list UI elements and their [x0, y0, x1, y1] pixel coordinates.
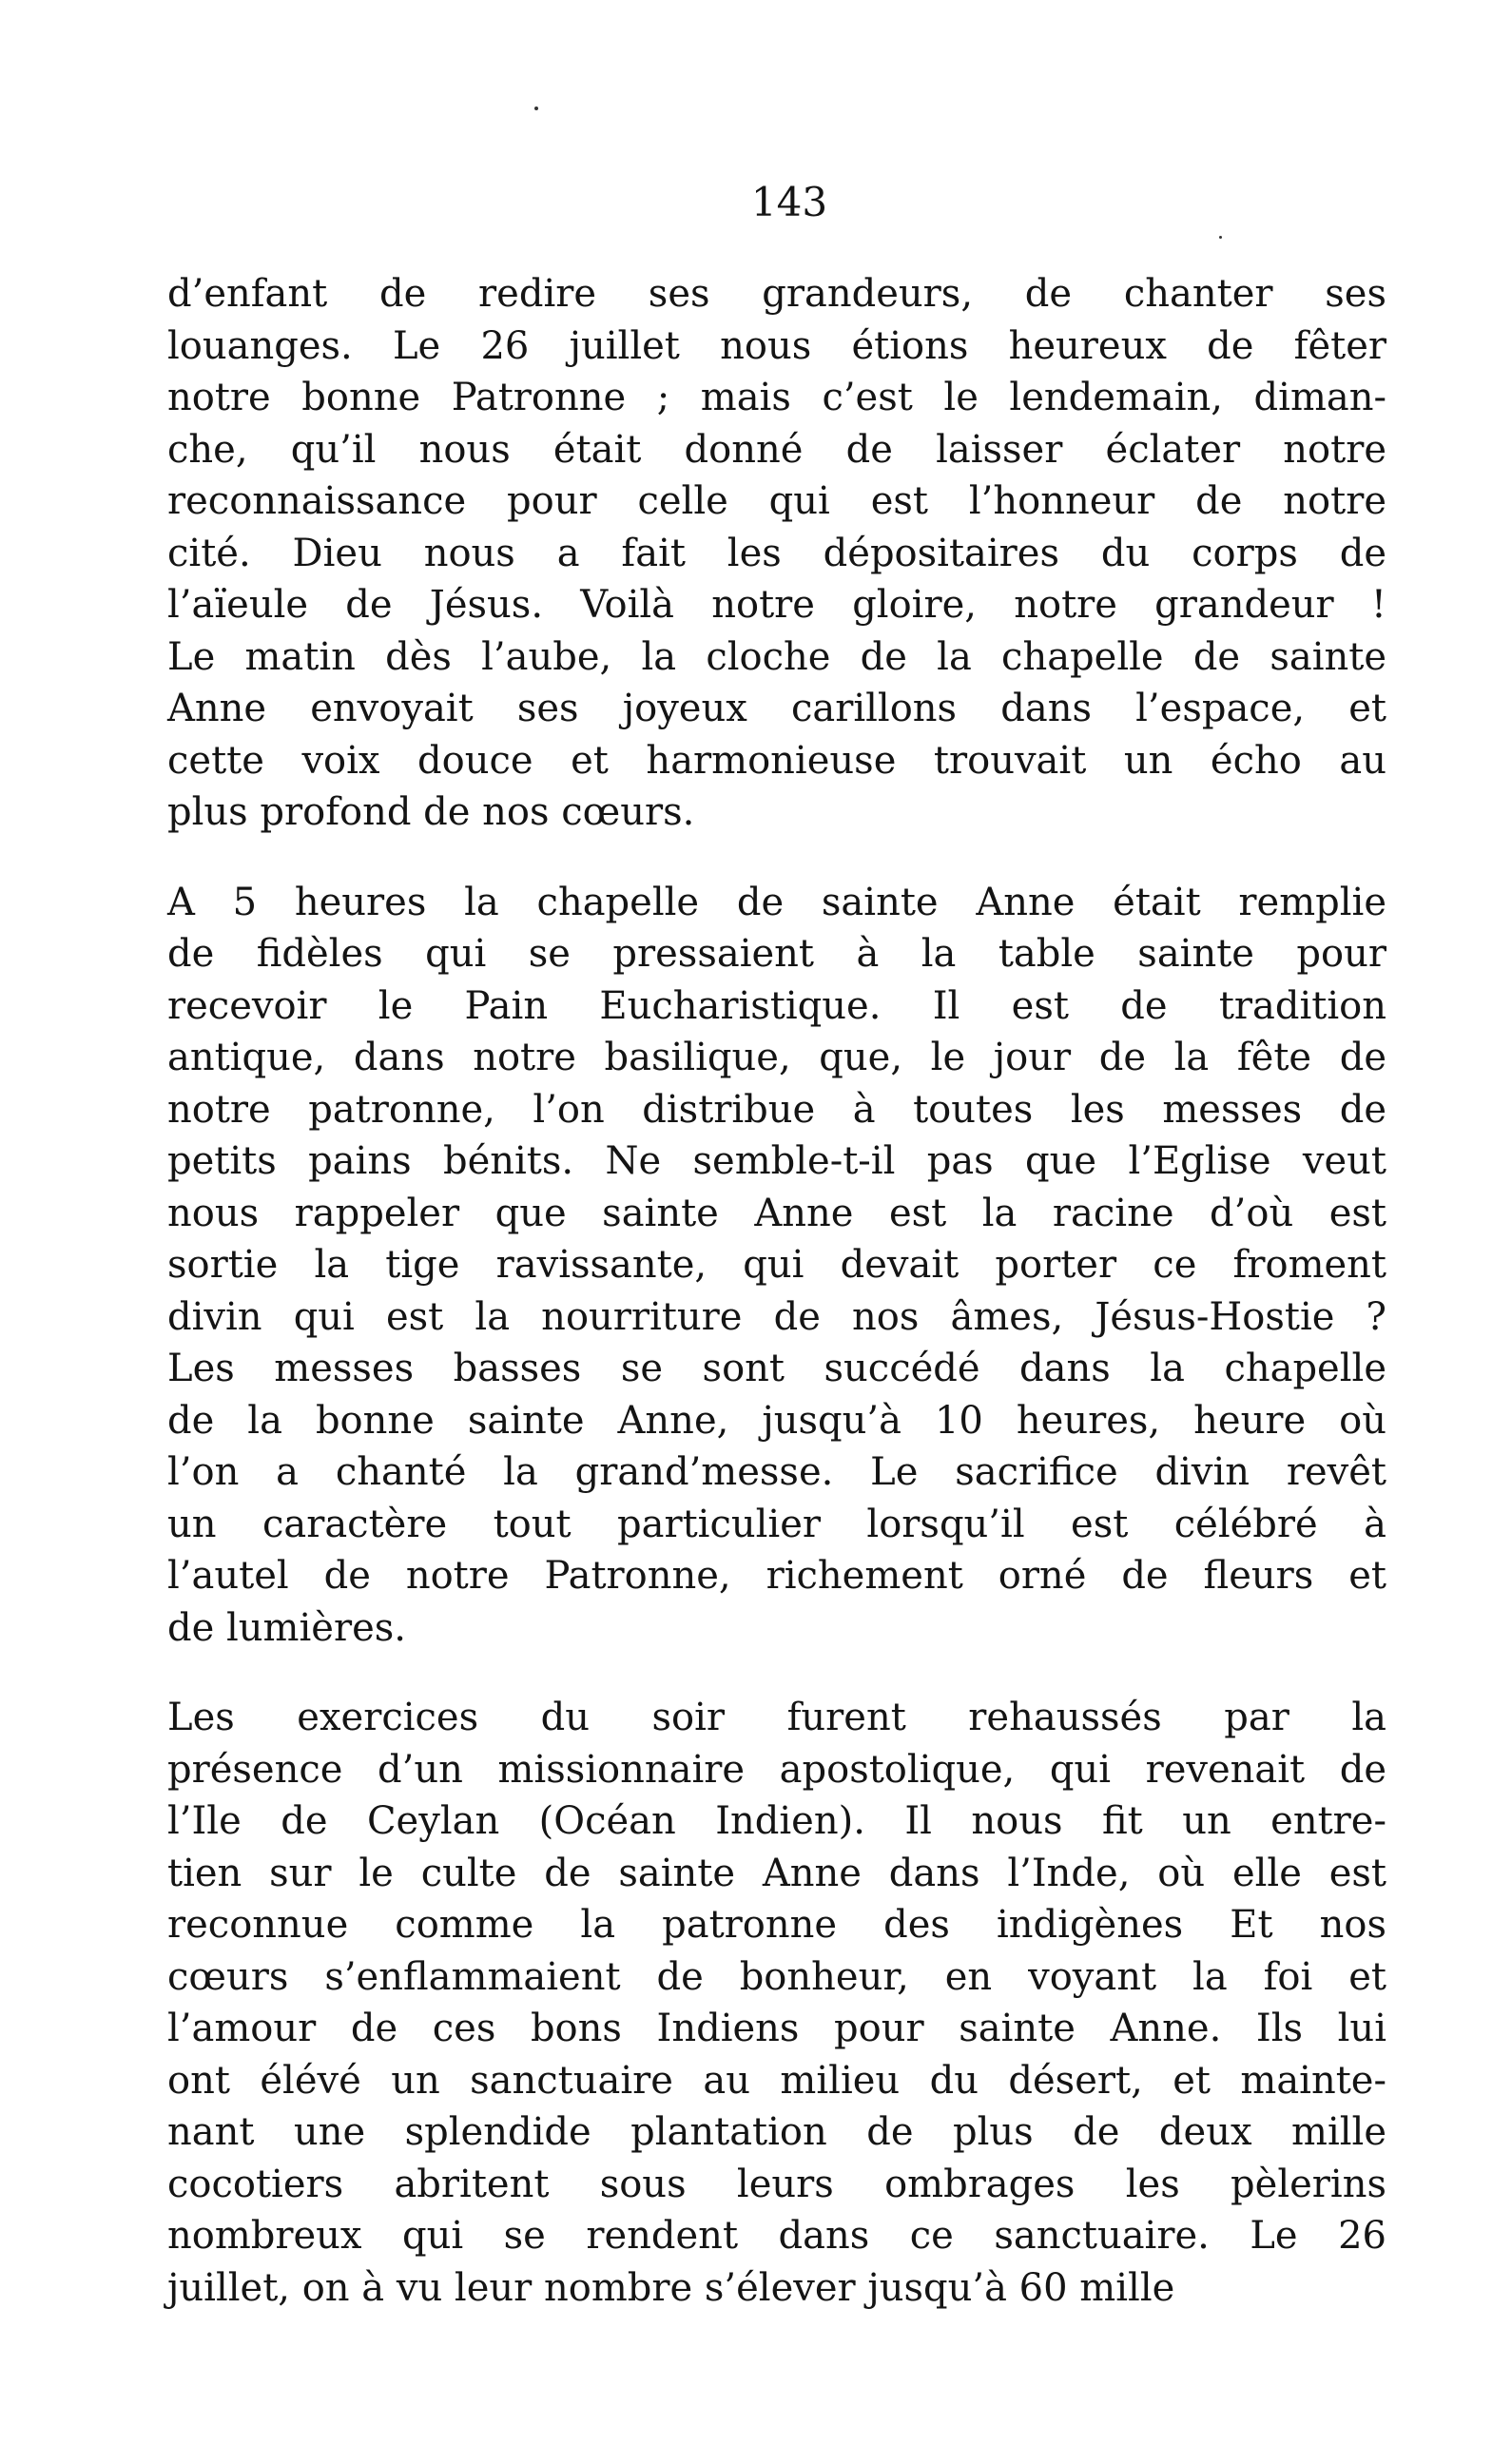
- text-line: cité. Dieu nous a fait les dépositaires du corps de: [167, 531, 1386, 575]
- text-line: notre patronne, l’on distribue à toutes les messes de: [167, 1087, 1386, 1132]
- text-line: l’Ile de Ceylan (Océan Indien). Il nous fit un entre-: [167, 1799, 1386, 1843]
- text-line: ont élévé un sanctuaire au milieu du désert, et mainte-: [167, 2058, 1386, 2103]
- text-line: juillet, on à vu leur nombre s’élever jusqu’à 60 mille: [167, 2265, 1175, 2310]
- text-line: Les exercices du soir furent rehaussés par la: [167, 1696, 1386, 1739]
- text-line: reconnue comme la patronne des indigènes Et nos: [167, 1903, 1386, 1947]
- text-line: recevoir le Pain Eucharistique. Il est de tradition: [167, 983, 1386, 1028]
- text-line: antique, dans notre basilique, que, le jour de la fête de: [167, 1036, 1386, 1079]
- text-line: présence d’un missionnaire apostolique, qui revenait de: [167, 1747, 1386, 1792]
- text-line: de la bonne sainte Anne, jusqu’à 10 heures, heure où: [167, 1398, 1386, 1443]
- text-line: l’amour de ces bons Indiens pour sainte Anne. Ils lui: [167, 2007, 1386, 2050]
- text-line: tien sur le culte de sainte Anne dans l’Inde, où elle est: [167, 1851, 1386, 1895]
- text-line: Le matin dès l’aube, la cloche de la chapelle de sainte: [167, 634, 1386, 679]
- print-speck: [534, 107, 538, 110]
- text-line: sortie la tige ravissante, qui devait porter ce froment: [167, 1243, 1386, 1287]
- text-line: louanges. Le 26 juillet nous étions heureux de fêter: [167, 323, 1386, 368]
- text-line: reconnaissance pour celle qui est l’honneur de notre: [167, 479, 1386, 523]
- text-line: plus profond de nos cœurs.: [167, 790, 695, 834]
- page-number: 143: [750, 179, 828, 225]
- text-line: Les messes basses se sont succédé dans la chapelle: [167, 1347, 1386, 1390]
- text-line: petits pains bénits. Ne semble-t-il pas que l’Eglise veut: [167, 1139, 1386, 1183]
- text-line: Anne envoyait ses joyeux carillons dans l’espace, et: [167, 687, 1386, 730]
- text-line: l’aïeule de Jésus. Voilà notre gloire, notre grandeur !: [167, 583, 1386, 627]
- paragraph: [167, 268, 1386, 839]
- text-line: de fidèles qui se pressaient à la table sainte pour: [167, 932, 1386, 976]
- text-line: che, qu’il nous était donné de laisser éclater notre: [167, 427, 1386, 472]
- paragraph: [167, 1692, 1386, 2314]
- text-line: d’enfant de redire ses grandeurs, de chanter ses: [167, 272, 1386, 316]
- text-line: cœurs s’enflammaient de bonheur, en voyant la foi et: [167, 1954, 1386, 1999]
- text-line: divin qui est la nourriture de nos âmes, Jésus-Hostie ?: [167, 1294, 1386, 1339]
- text-line: nombreux qui se rendent dans ce sanctuaire. Le 26: [167, 2214, 1386, 2258]
- text-line: nous rappeler que sainte Anne est la racine d’où est: [167, 1191, 1386, 1235]
- text-line: l’autel de notre Patronne, richement orné de fleurs et: [167, 1554, 1386, 1598]
- print-speck: [1219, 236, 1222, 239]
- paragraph: [167, 877, 1386, 1655]
- text-line: cocotiers abritent sous leurs ombrages les pèlerins: [167, 2162, 1386, 2206]
- text-line: A 5 heures la chapelle de sainte Anne était remplie: [167, 880, 1386, 924]
- text-line: nant une splendide plantation de plus de deux mille: [167, 2110, 1386, 2154]
- text-line: notre bonne Patronne ; mais c’est le lendemain, diman-: [167, 376, 1386, 419]
- text-line: un caractère tout particulier lorsqu’il est célébré à: [167, 1502, 1386, 1546]
- text-line: cette voix douce et harmonieuse trouvait un écho au: [167, 738, 1386, 783]
- text-line: l’on a chanté la grand’messe. Le sacrifice divin revêt: [167, 1450, 1386, 1494]
- text-line: de lumières.: [167, 1605, 406, 1650]
- body-text: [167, 268, 1386, 2314]
